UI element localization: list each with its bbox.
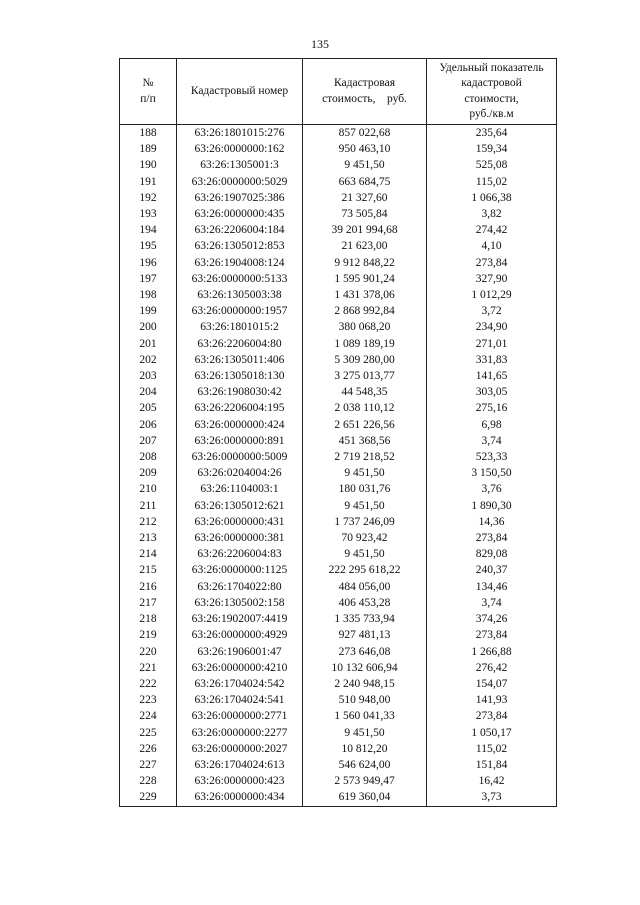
cadastral-number-cell: 63:26:0000000:2027 (177, 741, 303, 757)
cadastral-cost-cell: 2 573 949,47 (303, 773, 427, 789)
cadastral-number-cell: 63:26:0000000:4929 (177, 627, 303, 643)
cadastral-number-cell: 63:26:0000000:435 (177, 206, 303, 222)
table-row (120, 157, 557, 173)
row-number-cell: 211 (120, 498, 177, 514)
cadastral-number-cell: 63:26:1902007:4419 (177, 611, 303, 627)
table-row (120, 222, 557, 238)
cadastral-cost-cell: 663 684,75 (303, 174, 427, 190)
table-body (120, 125, 557, 807)
row-number-cell: 206 (120, 417, 177, 433)
row-number-cell: 191 (120, 174, 177, 190)
cadastral-cost-cell: 9 451,50 (303, 498, 427, 514)
cadastral-number-cell: 63:26:1305002:158 (177, 595, 303, 611)
cadastral-number-cell: 63:26:1801015:2 (177, 319, 303, 335)
cadastral-number-cell: 63:26:1305001:3 (177, 157, 303, 173)
specific-indicator-cell: 273,84 (427, 627, 557, 643)
table-row (120, 773, 557, 789)
specific-indicator-cell: 115,02 (427, 174, 557, 190)
cadastral-cost-cell: 180 031,76 (303, 481, 427, 497)
header-cadastral-cost (303, 59, 427, 125)
specific-indicator-cell: 327,90 (427, 271, 557, 287)
cadastral-cost-cell: 1 737 246,09 (303, 514, 427, 530)
cadastral-number-cell: 63:26:0000000:424 (177, 417, 303, 433)
cadastral-cost-cell: 950 463,10 (303, 141, 427, 157)
table-row (120, 481, 557, 497)
specific-indicator-cell: 6,98 (427, 417, 557, 433)
specific-indicator-cell: 141,93 (427, 692, 557, 708)
cadastral-cost-cell: 39 201 994,68 (303, 222, 427, 238)
cadastral-cost-cell: 1 560 041,33 (303, 708, 427, 724)
cadastral-cost-cell: 1 089 189,19 (303, 336, 427, 352)
table-row (120, 319, 557, 335)
row-number-cell: 224 (120, 708, 177, 724)
cadastral-number-cell: 63:26:1104003:1 (177, 481, 303, 497)
specific-indicator-cell: 4,10 (427, 238, 557, 254)
cadastral-cost-cell: 273 646,08 (303, 644, 427, 660)
table-row (120, 741, 557, 757)
cadastral-cost-cell: 222 295 618,22 (303, 562, 427, 578)
row-number-cell: 195 (120, 238, 177, 254)
cadastral-number-cell: 63:26:0000000:4210 (177, 660, 303, 676)
cadastral-number-cell: 63:26:1904008:124 (177, 255, 303, 271)
row-number-cell: 226 (120, 741, 177, 757)
specific-indicator-cell: 235,64 (427, 125, 557, 142)
row-number-cell: 221 (120, 660, 177, 676)
table-row (120, 125, 557, 142)
row-number-cell: 220 (120, 644, 177, 660)
row-number-cell: 213 (120, 530, 177, 546)
row-number-cell: 190 (120, 157, 177, 173)
cadastral-number-cell: 63:26:1908030:42 (177, 384, 303, 400)
cadastral-cost-cell: 857 022,68 (303, 125, 427, 142)
cadastral-number-cell: 63:26:1305012:621 (177, 498, 303, 514)
cadastral-number-cell: 63:26:1906001:47 (177, 644, 303, 660)
specific-indicator-cell: 141,65 (427, 368, 557, 384)
table-row (120, 465, 557, 481)
cadastral-number-cell: 63:26:0000000:1125 (177, 562, 303, 578)
row-number-cell: 223 (120, 692, 177, 708)
specific-indicator-cell: 1 066,38 (427, 190, 557, 206)
cadastral-cost-cell: 927 481,13 (303, 627, 427, 643)
cadastral-cost-cell: 406 453,28 (303, 595, 427, 611)
cadastral-number-cell: 63:26:0000000:423 (177, 773, 303, 789)
table-row (120, 595, 557, 611)
row-number-cell: 227 (120, 757, 177, 773)
cadastral-number-cell: 63:26:2206004:80 (177, 336, 303, 352)
cadastral-cost-cell: 73 505,84 (303, 206, 427, 222)
row-number-cell: 188 (120, 125, 177, 142)
cadastral-number-cell: 63:26:1305012:853 (177, 238, 303, 254)
cadastral-number-cell: 63:26:0000000:2771 (177, 708, 303, 724)
cadastral-cost-cell: 2 719 218,52 (303, 449, 427, 465)
cadastral-number-cell: 63:26:1907025:386 (177, 190, 303, 206)
specific-indicator-cell: 303,05 (427, 384, 557, 400)
table-row (120, 546, 557, 562)
table-row (120, 676, 557, 692)
specific-indicator-cell: 1 050,17 (427, 725, 557, 741)
table-row (120, 336, 557, 352)
cadastral-cost-cell: 2 038 110,12 (303, 400, 427, 416)
row-number-cell: 208 (120, 449, 177, 465)
specific-indicator-cell: 151,84 (427, 757, 557, 773)
row-number-cell: 203 (120, 368, 177, 384)
header-number-symbol: № (142, 77, 154, 89)
specific-indicator-cell: 3,76 (427, 481, 557, 497)
cadastral-number-cell: 63:26:1305018:130 (177, 368, 303, 384)
table-row (120, 271, 557, 287)
cadastral-cost-cell: 2 240 948,15 (303, 676, 427, 692)
cadastral-cost-cell: 9 451,50 (303, 546, 427, 562)
cadastral-number-cell: 63:26:0000000:891 (177, 433, 303, 449)
table-row (120, 417, 557, 433)
row-number-cell: 189 (120, 141, 177, 157)
specific-indicator-cell: 159,34 (427, 141, 557, 157)
cadastral-number-cell: 63:26:0000000:5029 (177, 174, 303, 190)
cadastral-cost-cell: 10 132 606,94 (303, 660, 427, 676)
specific-indicator-cell: 273,84 (427, 530, 557, 546)
cadastral-cost-cell: 9 451,50 (303, 465, 427, 481)
specific-indicator-cell: 1 890,30 (427, 498, 557, 514)
cadastral-cost-cell: 70 923,42 (303, 530, 427, 546)
header-cadastral-number: Кадастровый номер (177, 59, 303, 125)
header-cost-line1: Кадастровая (333, 77, 396, 89)
cadastral-number-cell: 63:26:0000000:431 (177, 514, 303, 530)
table-row (120, 725, 557, 741)
cadastral-number-cell: 63:26:0000000:434 (177, 789, 303, 806)
table-row (120, 352, 557, 368)
cadastral-number-cell: 63:26:0000000:5009 (177, 449, 303, 465)
specific-indicator-cell: 829,08 (427, 546, 557, 562)
specific-indicator-cell: 14,36 (427, 514, 557, 530)
cadastral-cost-cell: 9 912 848,22 (303, 255, 427, 271)
specific-indicator-cell: 234,90 (427, 319, 557, 335)
specific-indicator-cell: 3,74 (427, 433, 557, 449)
table-row (120, 287, 557, 303)
cadastral-cost-cell: 1 335 733,94 (303, 611, 427, 627)
cadastral-number-cell: 63:26:1704024:542 (177, 676, 303, 692)
row-number-cell: 196 (120, 255, 177, 271)
row-number-cell: 229 (120, 789, 177, 806)
table-row (120, 514, 557, 530)
cadastral-cost-cell: 510 948,00 (303, 692, 427, 708)
cadastral-number-cell: 63:26:0204004:26 (177, 465, 303, 481)
row-number-cell: 205 (120, 400, 177, 416)
row-number-cell: 198 (120, 287, 177, 303)
table-row (120, 708, 557, 724)
cadastral-cost-cell: 619 360,04 (303, 789, 427, 806)
row-number-cell: 219 (120, 627, 177, 643)
specific-indicator-cell: 331,83 (427, 352, 557, 368)
table-row (120, 449, 557, 465)
cadastral-number-cell: 63:26:2206004:195 (177, 400, 303, 416)
specific-indicator-cell: 3,74 (427, 595, 557, 611)
row-number-cell: 207 (120, 433, 177, 449)
specific-indicator-cell: 374,26 (427, 611, 557, 627)
row-number-cell: 192 (120, 190, 177, 206)
table-row (120, 433, 557, 449)
table-row (120, 255, 557, 271)
row-number-cell: 215 (120, 562, 177, 578)
specific-indicator-cell: 271,01 (427, 336, 557, 352)
specific-indicator-cell: 274,42 (427, 222, 557, 238)
table-row (120, 174, 557, 190)
table-row (120, 660, 557, 676)
cadastral-cost-cell: 484 056,00 (303, 579, 427, 595)
cadastral-number-cell: 63:26:0000000:381 (177, 530, 303, 546)
cadastral-number-cell: 63:26:0000000:1957 (177, 303, 303, 319)
specific-indicator-cell: 273,84 (427, 255, 557, 271)
cadastral-cost-cell: 546 624,00 (303, 757, 427, 773)
cadastral-number-cell: 63:26:2206004:184 (177, 222, 303, 238)
row-number-cell: 214 (120, 546, 177, 562)
cadastral-cost-cell: 1 595 901,24 (303, 271, 427, 287)
table-row (120, 757, 557, 773)
specific-indicator-cell: 275,16 (427, 400, 557, 416)
cadastral-cost-cell: 9 451,50 (303, 725, 427, 741)
cadastral-number-cell: 63:26:0000000:2277 (177, 725, 303, 741)
table-row (120, 611, 557, 627)
table-row (120, 789, 557, 806)
table-row (120, 368, 557, 384)
cadastral-cost-cell: 10 812,20 (303, 741, 427, 757)
header-specific-indicator (427, 59, 557, 125)
specific-indicator-cell: 1 266,88 (427, 644, 557, 660)
specific-indicator-cell: 523,33 (427, 449, 557, 465)
cadastral-cost-cell: 21 623,00 (303, 238, 427, 254)
specific-indicator-cell: 154,07 (427, 676, 557, 692)
table-row (120, 384, 557, 400)
cadastral-cost-cell: 2 868 992,84 (303, 303, 427, 319)
specific-indicator-cell: 240,37 (427, 562, 557, 578)
table-row (120, 141, 557, 157)
row-number-cell: 194 (120, 222, 177, 238)
cadastral-cost-cell: 21 327,60 (303, 190, 427, 206)
cadastral-number-cell: 63:26:2206004:83 (177, 546, 303, 562)
row-number-cell: 222 (120, 676, 177, 692)
cadastral-cost-cell: 3 275 013,77 (303, 368, 427, 384)
header-cost-line2: стоимость, руб. (322, 92, 407, 105)
cadastral-cost-cell: 44 548,35 (303, 384, 427, 400)
row-number-cell: 212 (120, 514, 177, 530)
row-number-cell: 201 (120, 336, 177, 352)
row-number-cell: 210 (120, 481, 177, 497)
specific-indicator-cell: 3 150,50 (427, 465, 557, 481)
header-specific-line2: кадастровой (461, 77, 522, 89)
row-number-cell: 204 (120, 384, 177, 400)
specific-indicator-cell: 1 012,29 (427, 287, 557, 303)
row-number-cell: 218 (120, 611, 177, 627)
row-number-cell: 228 (120, 773, 177, 789)
table-header-row (120, 59, 557, 125)
table-row (120, 206, 557, 222)
table-row (120, 644, 557, 660)
row-number-cell: 197 (120, 271, 177, 287)
cadastral-number-cell: 63:26:1704022:80 (177, 579, 303, 595)
row-number-cell: 199 (120, 303, 177, 319)
specific-indicator-cell: 276,42 (427, 660, 557, 676)
header-specific-line1: Удельный показатель (439, 61, 544, 74)
cadastral-number-cell: 63:26:0000000:5133 (177, 271, 303, 287)
cadastral-cost-cell: 1 431 378,06 (303, 287, 427, 303)
cadastral-number-cell: 63:26:1704024:541 (177, 692, 303, 708)
specific-indicator-cell: 3,72 (427, 303, 557, 319)
cadastral-number-cell: 63:26:0000000:162 (177, 141, 303, 157)
table-row (120, 498, 557, 514)
table-row (120, 627, 557, 643)
row-number-cell: 216 (120, 579, 177, 595)
specific-indicator-cell: 16,42 (427, 773, 557, 789)
cadastral-cost-cell: 5 309 280,00 (303, 352, 427, 368)
cadastral-number-cell: 63:26:1704024:613 (177, 757, 303, 773)
page-number: 135 (311, 37, 329, 51)
header-specific-line4: руб./кв.м (469, 108, 514, 120)
table-row (120, 562, 557, 578)
cadastral-number-cell: 63:26:1305011:406 (177, 352, 303, 368)
header-number (120, 59, 177, 125)
table-row (120, 530, 557, 546)
row-number-cell: 209 (120, 465, 177, 481)
specific-indicator-cell: 3,82 (427, 206, 557, 222)
specific-indicator-cell: 115,02 (427, 741, 557, 757)
cadastral-cost-cell: 2 651 226,56 (303, 417, 427, 433)
cadastral-cost-cell: 380 068,20 (303, 319, 427, 335)
cadastral-table (119, 58, 557, 807)
specific-indicator-cell: 273,84 (427, 708, 557, 724)
header-specific-line3: стоимости, (464, 92, 519, 105)
specific-indicator-cell: 525,08 (427, 157, 557, 173)
row-number-cell: 200 (120, 319, 177, 335)
cadastral-cost-cell: 9 451,50 (303, 157, 427, 173)
table-row (120, 579, 557, 595)
table-row (120, 400, 557, 416)
row-number-cell: 202 (120, 352, 177, 368)
row-number-cell: 225 (120, 725, 177, 741)
table-row (120, 238, 557, 254)
table-row (120, 692, 557, 708)
row-number-cell: 193 (120, 206, 177, 222)
specific-indicator-cell: 3,73 (427, 789, 557, 806)
header-number-abbr: п/п (140, 92, 156, 105)
table-row (120, 303, 557, 319)
cadastral-number-cell: 63:26:1801015:276 (177, 125, 303, 142)
specific-indicator-cell: 134,46 (427, 579, 557, 595)
cadastral-number-cell: 63:26:1305003:38 (177, 287, 303, 303)
cadastral-cost-cell: 451 368,56 (303, 433, 427, 449)
row-number-cell: 217 (120, 595, 177, 611)
table-row (120, 190, 557, 206)
